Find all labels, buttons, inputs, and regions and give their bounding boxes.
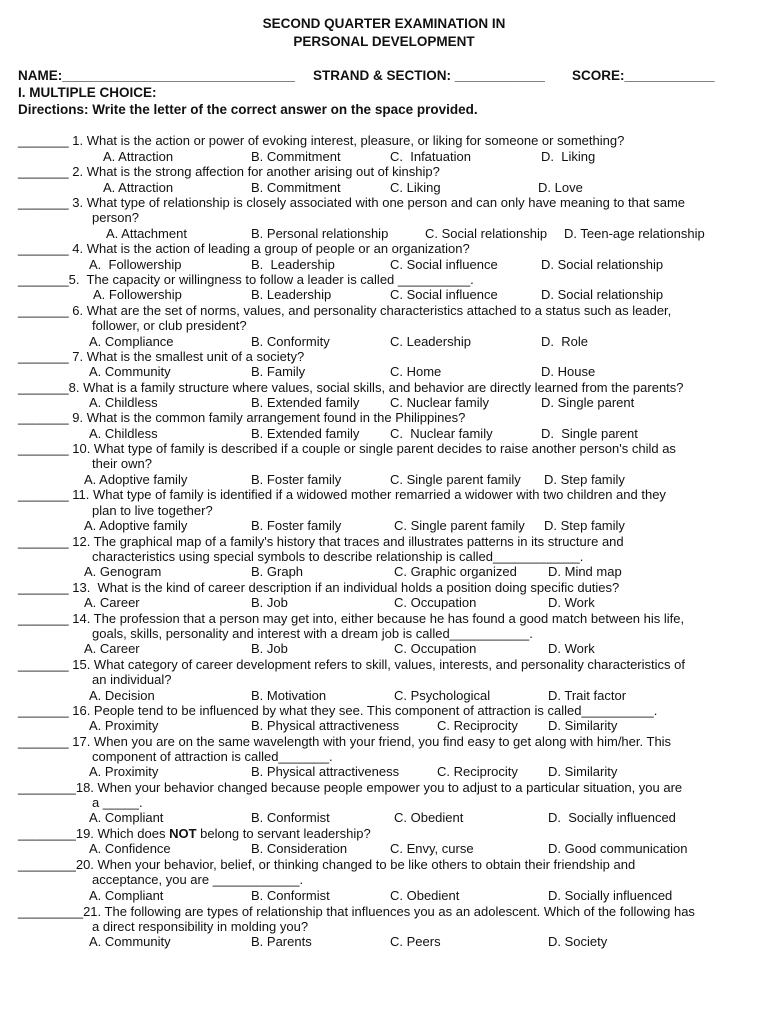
question-11-option-b: B. Foster family bbox=[251, 518, 342, 533]
question-21-option-d: D. Society bbox=[548, 934, 608, 949]
question-10-option-b: B. Foster family bbox=[251, 472, 342, 487]
question-1 bbox=[18, 133, 624, 148]
answer-blank[interactable]: ________ bbox=[18, 857, 76, 872]
answer-blank[interactable]: _______ bbox=[18, 657, 69, 672]
question-17-option-c: C. Reciprocity bbox=[437, 764, 518, 779]
question-2 bbox=[18, 164, 440, 179]
question-20-option-b: B. Conformist bbox=[251, 888, 330, 903]
question-2-option-b: B. Commitment bbox=[251, 180, 341, 195]
section-heading: I. MULTIPLE CHOICE: bbox=[18, 85, 157, 100]
question-9-option-b: B. Extended family bbox=[251, 426, 360, 441]
directions: Directions: Write the letter of the correct answer on the space provided. bbox=[18, 102, 478, 117]
question-4-option-c: C. Social influence bbox=[390, 257, 498, 272]
question-11-option-d: D. Step family bbox=[544, 518, 625, 533]
question-text: 6. What are the set of norms, values, and personality characteristics attached to a status such as leader, bbox=[68, 303, 672, 318]
question-text: 17. When you are on the same wavelength with your friend, you find easy to get along with him/her. This bbox=[68, 734, 672, 749]
question-10 bbox=[18, 441, 676, 456]
question-1-option-c: C. Infatuation bbox=[390, 149, 471, 164]
answer-blank[interactable]: _______ bbox=[18, 380, 69, 395]
question-17-continuation: component of attraction is called_______. bbox=[92, 749, 333, 764]
question-19-option-a: A. Confidence bbox=[89, 841, 171, 856]
question-8 bbox=[18, 380, 684, 395]
question-21-option-b: B. Parents bbox=[251, 934, 312, 949]
question-7 bbox=[18, 349, 304, 364]
answer-blank[interactable]: _______ bbox=[18, 241, 69, 256]
question-8-option-b: B. Extended family bbox=[251, 395, 360, 410]
question-10-option-a: A. Adoptive family bbox=[84, 472, 188, 487]
answer-blank[interactable]: ________ bbox=[18, 780, 76, 795]
question-3-option-b: B. Personal relationship bbox=[251, 226, 389, 241]
question-11-continuation: plan to live together? bbox=[92, 503, 213, 518]
question-4-option-d: D. Social relationship bbox=[541, 257, 664, 272]
question-text: 5. The capacity or willingness to follow a leader is called __________. bbox=[68, 272, 474, 287]
question-17-option-d: D. Similarity bbox=[548, 764, 618, 779]
exam-title-line-2: PERSONAL DEVELOPMENT bbox=[293, 34, 475, 49]
question-text: 10. What type of family is described if a couple or single parent decides to raise another person's child as bbox=[68, 441, 676, 456]
question-text: 14. The profession that a person may get into, either because he has found a good match between his life, bbox=[68, 611, 685, 626]
question-16-option-c: C. Reciprocity bbox=[437, 718, 518, 733]
question-12-option-a: A. Genogram bbox=[84, 564, 162, 579]
question-4-option-a: A. Followership bbox=[89, 257, 182, 272]
question-9 bbox=[18, 410, 465, 425]
question-5-option-b: B. Leadership bbox=[251, 287, 332, 302]
question-12-option-c: C. Graphic organized bbox=[394, 564, 517, 579]
question-21-option-c: C. Peers bbox=[390, 934, 441, 949]
question-6-continuation: follower, or club president? bbox=[92, 318, 247, 333]
question-18 bbox=[18, 780, 682, 795]
question-19-option-d: D. Good communication bbox=[548, 841, 688, 856]
question-18-option-a: A. Compliant bbox=[89, 810, 164, 825]
answer-blank[interactable]: _________ bbox=[18, 904, 84, 919]
score-field[interactable]: SCORE:____________ bbox=[572, 68, 715, 83]
question-20-option-d: D. Socially influenced bbox=[548, 888, 673, 903]
question-5 bbox=[18, 272, 474, 287]
question-20-continuation: acceptance, you are ____________. bbox=[92, 872, 304, 887]
question-14 bbox=[18, 611, 684, 626]
question-text: 18. When your behavior changed because people empower you to adjust to a particular situation, you are bbox=[75, 780, 683, 795]
question-text: 21. The following are types of relationship that influences you as an adolescent. Which of the following has bbox=[83, 904, 695, 919]
question-18-continuation: a _____. bbox=[92, 795, 143, 810]
question-14-option-a: A. Career bbox=[84, 641, 140, 656]
question-text: 7. What is the smallest unit of a society? bbox=[68, 349, 305, 364]
answer-blank[interactable]: _______ bbox=[18, 611, 69, 626]
question-3 bbox=[18, 195, 685, 210]
name-field[interactable]: NAME:_______________________________ bbox=[18, 68, 295, 83]
question-7-option-a: A. Community bbox=[89, 364, 171, 379]
answer-blank[interactable]: _______ bbox=[18, 580, 69, 595]
answer-blank[interactable]: _______ bbox=[18, 441, 69, 456]
question-text: 1. What is the action or power of evoking interest, pleasure, or liking for someone or something? bbox=[68, 133, 625, 148]
question-20 bbox=[18, 857, 635, 872]
question-18-option-d: D. Socially influenced bbox=[548, 810, 676, 825]
question-21-continuation: a direct responsibility in molding you? bbox=[92, 919, 309, 934]
question-16-option-d: D. Similarity bbox=[548, 718, 618, 733]
question-10-continuation: their own? bbox=[92, 456, 152, 471]
answer-blank[interactable]: ________ bbox=[18, 826, 76, 841]
question-19 bbox=[18, 826, 371, 841]
answer-blank[interactable]: _______ bbox=[18, 164, 69, 179]
question-16-option-b: B. Physical attractiveness bbox=[251, 718, 400, 733]
question-10-option-d: D. Step family bbox=[544, 472, 625, 487]
question-14-option-b: B. Job bbox=[251, 641, 288, 656]
question-2-option-c: C. Liking bbox=[390, 180, 441, 195]
exam-title-line-1: SECOND QUARTER EXAMINATION IN bbox=[262, 16, 506, 31]
question-text-continued: belong to servant leadership? bbox=[196, 826, 371, 841]
question-16-option-a: A. Proximity bbox=[89, 718, 159, 733]
question-5-option-d: D. Social relationship bbox=[541, 287, 664, 302]
answer-blank[interactable]: _______ bbox=[18, 703, 69, 718]
strand-section-field[interactable]: STRAND & SECTION: ____________ bbox=[313, 68, 545, 83]
question-13-option-c: C. Occupation bbox=[394, 595, 477, 610]
question-4 bbox=[18, 241, 470, 256]
question-17 bbox=[18, 734, 671, 749]
question-11 bbox=[18, 487, 666, 502]
question-3-continuation: person? bbox=[92, 210, 139, 225]
question-14-continuation: goals, skills, personality and interest with a dream job is called___________. bbox=[92, 626, 533, 641]
answer-blank[interactable]: _______ bbox=[18, 303, 69, 318]
question-9-option-d: D. Single parent bbox=[541, 426, 638, 441]
question-19-option-c: C. Envy, curse bbox=[390, 841, 474, 856]
question-4-option-b: B. Leadership bbox=[251, 257, 335, 272]
answer-blank[interactable]: _______ bbox=[18, 734, 69, 749]
answer-blank[interactable]: _______ bbox=[18, 534, 69, 549]
question-7-option-c: C. Home bbox=[390, 364, 442, 379]
question-6-option-c: C. Leadership bbox=[390, 334, 471, 349]
question-20-option-a: A. Compliant bbox=[89, 888, 164, 903]
question-text: 9. What is the common family arrangement found in the Philippines? bbox=[68, 410, 466, 425]
question-9-option-a: A. Childless bbox=[89, 426, 158, 441]
question-text: 3. What type of relationship is closely associated with one person and can only have meaning to that same bbox=[68, 195, 686, 210]
answer-blank[interactable]: _______ bbox=[18, 195, 69, 210]
question-13 bbox=[18, 580, 619, 595]
question-15-option-c: C. Psychological bbox=[394, 688, 491, 703]
answer-blank[interactable]: _______ bbox=[18, 487, 69, 502]
question-12-option-b: B. Graph bbox=[251, 564, 304, 579]
question-13-option-a: A. Career bbox=[84, 595, 140, 610]
question-5-option-c: C. Social influence bbox=[390, 287, 498, 302]
question-3-option-c: C. Social relationship bbox=[425, 226, 548, 241]
question-text: 16. People tend to be influenced by what they see. This component of attraction is called__________. bbox=[68, 703, 658, 718]
question-emphasis: NOT bbox=[169, 826, 197, 841]
question-15 bbox=[18, 657, 685, 672]
question-3-option-d: D. Teen-age relationship bbox=[564, 226, 705, 241]
question-14-option-d: D. Work bbox=[548, 641, 595, 656]
answer-blank[interactable]: _______ bbox=[18, 272, 69, 287]
question-text: 11. What type of family is identified if a widowed mother remarried a widower with two children and they bbox=[68, 487, 666, 502]
question-15-continuation: an individual? bbox=[92, 672, 172, 687]
question-10-option-c: C. Single parent family bbox=[390, 472, 521, 487]
question-15-option-a: A. Decision bbox=[89, 688, 155, 703]
question-1-option-b: B. Commitment bbox=[251, 149, 341, 164]
question-8-option-c: C. Nuclear family bbox=[390, 395, 489, 410]
question-15-option-b: B. Motivation bbox=[251, 688, 327, 703]
question-18-option-c: C. Obedient bbox=[394, 810, 464, 825]
question-3-option-a: A. Attachment bbox=[106, 226, 187, 241]
question-2-option-d: D. Love bbox=[538, 180, 583, 195]
answer-blank[interactable]: _______ bbox=[18, 133, 69, 148]
question-15-option-d: D. Trait factor bbox=[548, 688, 627, 703]
question-20-option-c: C. Obedient bbox=[390, 888, 460, 903]
question-text: 13. What is the kind of career description if an individual holds a position doing specific duties? bbox=[68, 580, 620, 595]
question-text: 19. Which does bbox=[75, 826, 170, 841]
question-12-option-d: D. Mind map bbox=[548, 564, 622, 579]
question-text: 4. What is the action of leading a group of people or an organization? bbox=[68, 241, 470, 256]
question-21 bbox=[18, 904, 695, 919]
question-13-option-d: D. Work bbox=[548, 595, 595, 610]
question-12 bbox=[18, 534, 624, 549]
question-11-option-c: C. Single parent family bbox=[394, 518, 525, 533]
question-7-option-b: B. Family bbox=[251, 364, 306, 379]
question-1-option-a: A. Attraction bbox=[103, 149, 174, 164]
question-17-option-a: A. Proximity bbox=[89, 764, 159, 779]
question-7-option-d: D. House bbox=[541, 364, 596, 379]
question-17-option-b: B. Physical attractiveness bbox=[251, 764, 400, 779]
question-9-option-c: C. Nuclear family bbox=[390, 426, 493, 441]
question-text: 20. When your behavior, belief, or thinking changed to be like others to obtain their friendship and bbox=[75, 857, 636, 872]
question-6 bbox=[18, 303, 671, 318]
answer-blank[interactable]: _______ bbox=[18, 349, 69, 364]
question-6-option-b: B. Conformity bbox=[251, 334, 330, 349]
question-text: 2. What is the strong affection for another arising out of kinship? bbox=[68, 164, 440, 179]
question-6-option-a: A. Compliance bbox=[89, 334, 174, 349]
question-1-option-d: D. Liking bbox=[541, 149, 596, 164]
question-text: 15. What category of career development refers to skill, values, interests, and personality characteristics of bbox=[68, 657, 685, 672]
question-12-continuation: characteristics using special symbols to describe relationship is called____________. bbox=[92, 549, 584, 564]
question-text: 12. The graphical map of a family's history that traces and illustrates patterns in its structure and bbox=[68, 534, 624, 549]
question-13-option-b: B. Job bbox=[251, 595, 288, 610]
question-6-option-d: D. Role bbox=[541, 334, 588, 349]
question-21-option-a: A. Community bbox=[89, 934, 171, 949]
question-5-option-a: A. Followership bbox=[93, 287, 182, 302]
question-8-option-a: A. Childless bbox=[89, 395, 158, 410]
question-16 bbox=[18, 703, 657, 718]
answer-blank[interactable]: _______ bbox=[18, 410, 69, 425]
question-19-option-b: B. Consideration bbox=[251, 841, 348, 856]
question-8-option-d: D. Single parent bbox=[541, 395, 635, 410]
question-18-option-b: B. Conformist bbox=[251, 810, 330, 825]
question-text: 8. What is a family structure where values, social skills, and behavior are directly learned from the parents? bbox=[68, 380, 684, 395]
question-2-option-a: A. Attraction bbox=[103, 180, 174, 195]
question-14-option-c: C. Occupation bbox=[394, 641, 477, 656]
question-11-option-a: A. Adoptive family bbox=[84, 518, 188, 533]
